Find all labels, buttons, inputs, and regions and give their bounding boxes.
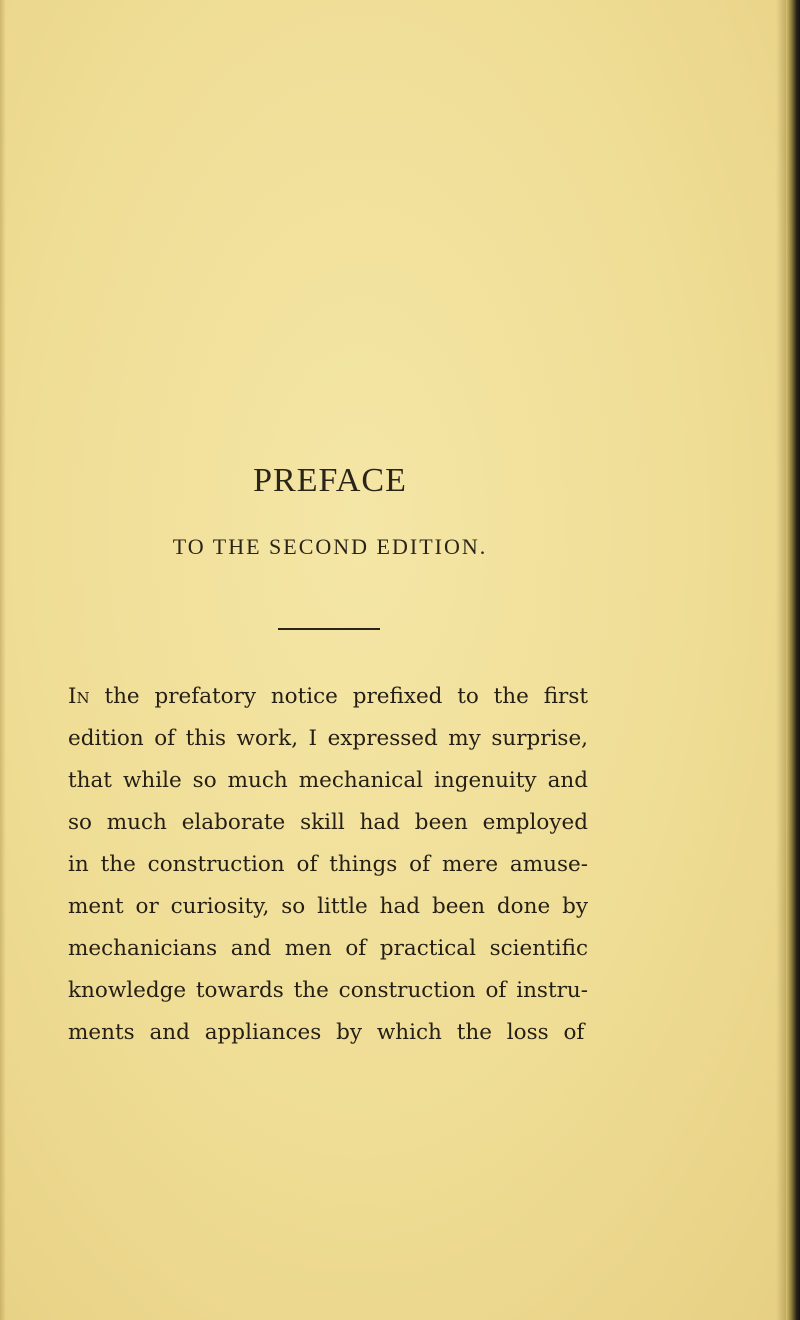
text-line: ment or curiosity, so little had been done by: [68, 894, 588, 919]
drop-word: In: [68, 684, 90, 709]
page-title: PREFACE: [253, 462, 407, 499]
preface-paragraph: [68, 676, 588, 1054]
text-line-content: the prefatory notice prefixed to the first: [89, 684, 588, 709]
text-line: knowledge towards the construction of instru-: [68, 978, 588, 1003]
divider-rule: [278, 628, 380, 630]
text-line: so much elaborate skill had been employed: [68, 810, 588, 835]
book-spine: [786, 0, 800, 1320]
text-line: edition of this work, I expressed my surprise,: [68, 726, 588, 751]
text-line: in the construction of things of mere amuse-: [68, 852, 588, 877]
page-left-edge: [0, 0, 6, 1320]
page-subtitle: TO THE SECOND EDITION.: [172, 534, 488, 559]
text-line: [68, 676, 588, 718]
text-line: that while so much mechanical ingenuity and: [68, 768, 588, 793]
binding-shadow: [776, 0, 786, 1320]
text-line: mechanicians and men of practical scientific: [68, 936, 588, 961]
text-line: ments and appliances by which the loss of: [68, 1020, 585, 1045]
